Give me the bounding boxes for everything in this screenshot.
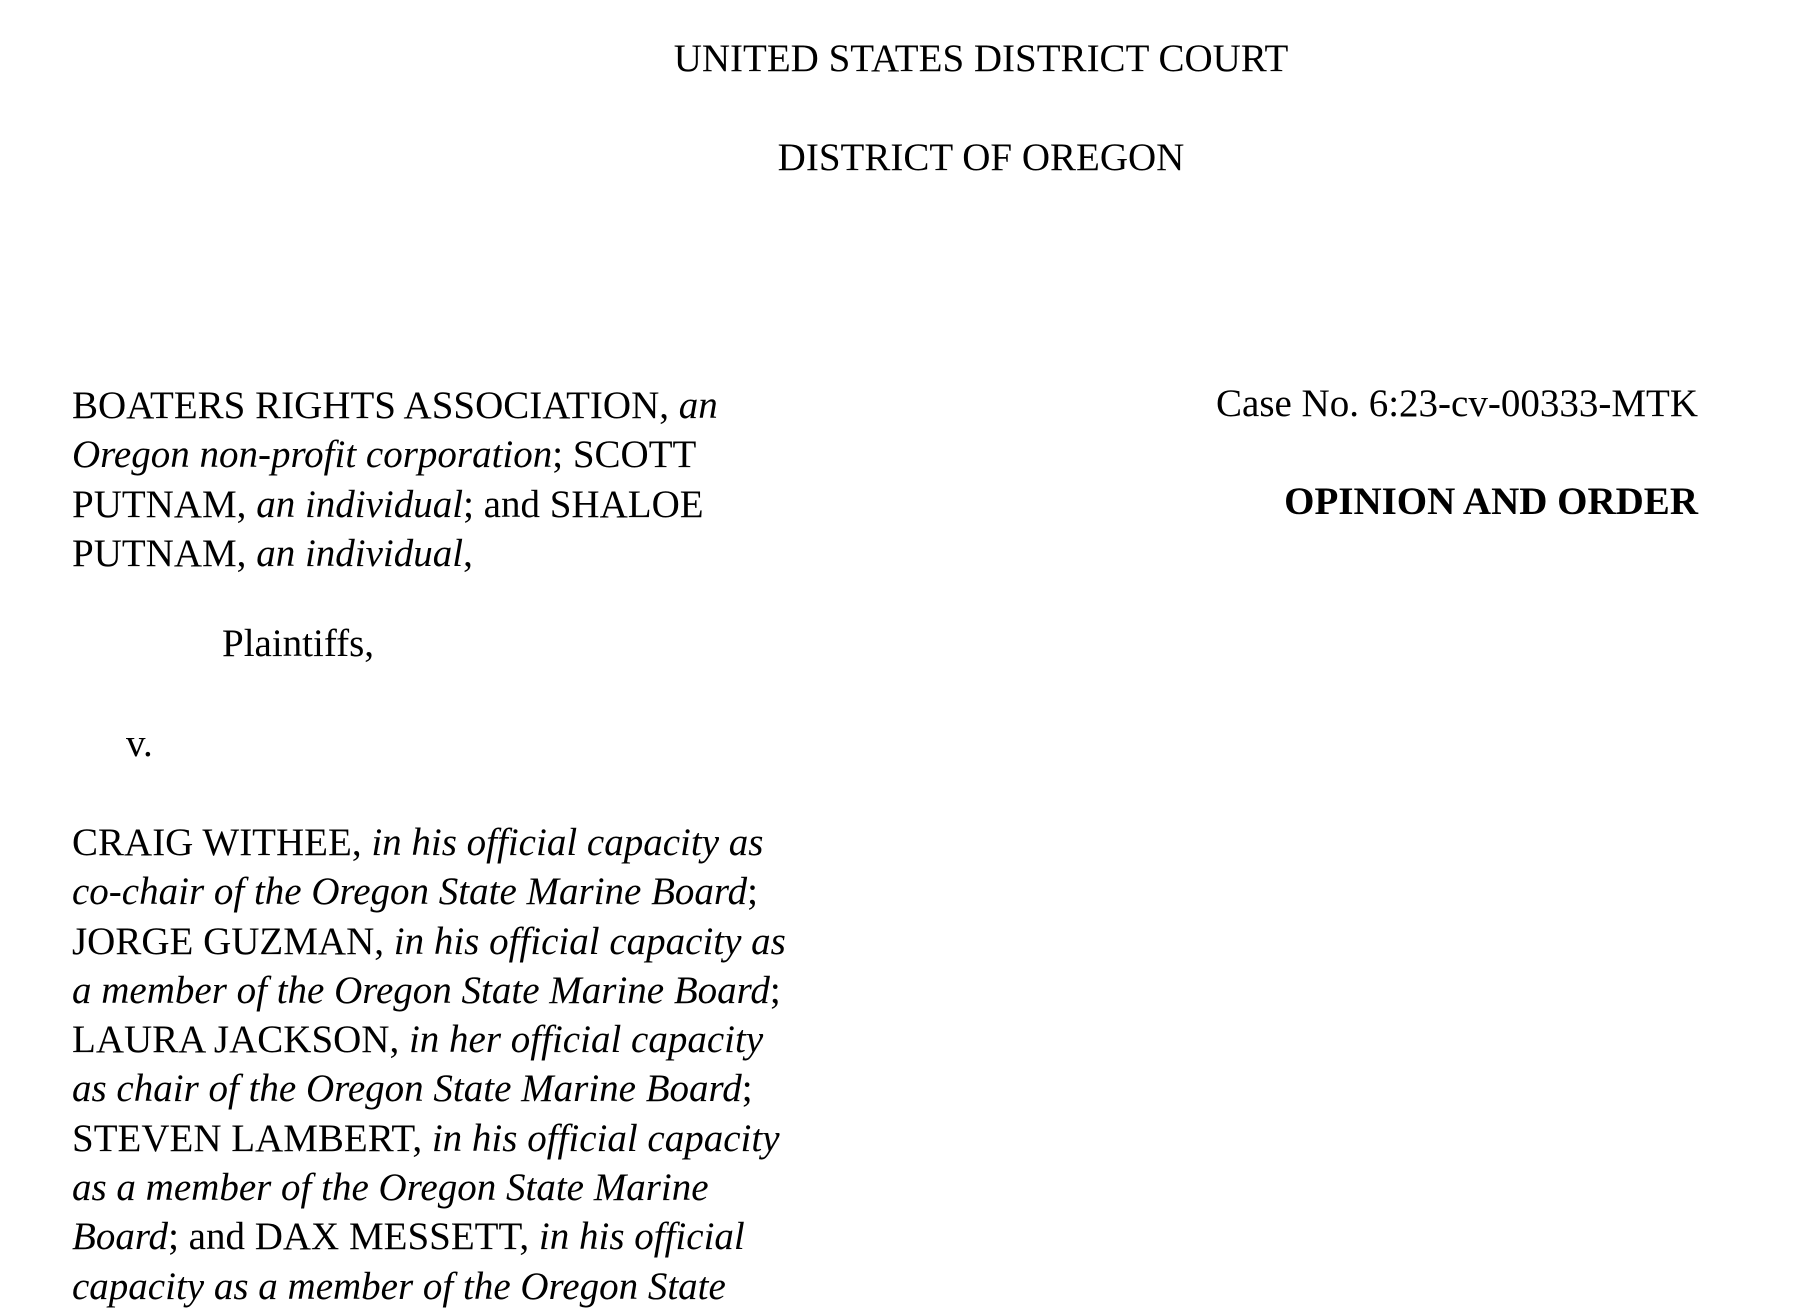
caption-line bbox=[72, 480, 892, 529]
caption-italic-text: capacity as a member of the Oregon State bbox=[72, 1264, 726, 1308]
caption-text: ; SCOTT bbox=[552, 433, 697, 477]
court-name: UNITED STATES DISTRICT COURT bbox=[673, 37, 1289, 80]
caption-text: ; and DAX MESSETT, bbox=[168, 1215, 539, 1259]
caption-text: PUTNAM, bbox=[72, 482, 257, 526]
caption-italic-text: as chair of the Oregon State Marine Board bbox=[72, 1067, 742, 1111]
caption-line bbox=[72, 529, 892, 578]
caption-text: ; bbox=[741, 1067, 753, 1111]
caption-text: ; bbox=[769, 968, 781, 1012]
caption-line bbox=[72, 381, 892, 430]
caption-italic-text: in his official capacity as bbox=[371, 821, 764, 864]
caption-line bbox=[72, 867, 892, 916]
caption-text: ; bbox=[747, 870, 758, 914]
caption-text: CRAIG WITHEE, bbox=[72, 821, 372, 864]
caption-italic-text: in his official capacity bbox=[431, 1116, 780, 1160]
caption-line bbox=[72, 818, 892, 867]
caption-line bbox=[72, 1114, 892, 1163]
defendants-caption bbox=[72, 818, 892, 1311]
caption-line bbox=[72, 1015, 892, 1064]
caption-line bbox=[72, 430, 892, 479]
caption-line bbox=[72, 917, 892, 966]
caption-italic-text: in her official capacity bbox=[408, 1018, 764, 1062]
caption-text: PUTNAM, bbox=[72, 531, 257, 575]
caption-italic-text: an individual bbox=[256, 482, 464, 526]
caption-line bbox=[72, 966, 892, 1015]
case-number: Case No. 6:23-cv-00333-MTK bbox=[1216, 382, 1698, 425]
caption-italic-text: in his official bbox=[538, 1215, 745, 1259]
district-name: DISTRICT OF OREGON bbox=[777, 136, 1185, 179]
caption-text: JORGE GUZMAN, bbox=[72, 919, 394, 963]
caption-line bbox=[72, 1262, 892, 1311]
caption-italic-text: co-chair of the Oregon State Marine Board bbox=[72, 870, 748, 914]
document-title: OPINION AND ORDER bbox=[1284, 480, 1698, 523]
caption-line bbox=[72, 1212, 892, 1261]
caption-italic-text: a member of the Oregon State Marine Board bbox=[72, 968, 770, 1012]
caption-text: ; and SHALOE bbox=[463, 482, 704, 526]
versus-label: v. bbox=[126, 722, 153, 765]
caption-text: LAURA JACKSON, bbox=[72, 1018, 409, 1062]
caption-text: , bbox=[463, 531, 473, 575]
caption-line bbox=[72, 1163, 892, 1212]
caption-italic-text: an individual bbox=[256, 531, 464, 575]
caption-italic-text: Oregon non-profit corporation bbox=[72, 433, 553, 477]
caption-line bbox=[72, 1064, 892, 1113]
caption-text: BOATERS RIGHTS ASSOCIATION, bbox=[72, 384, 679, 427]
plaintiffs-label: Plaintiffs, bbox=[222, 622, 375, 665]
caption-italic-text: Board bbox=[72, 1215, 169, 1259]
plaintiffs-caption bbox=[72, 381, 892, 578]
caption-italic-text: as a member of the Oregon State Marine bbox=[72, 1166, 709, 1210]
caption-italic-text: in his official capacity as bbox=[393, 919, 786, 963]
caption-text: STEVEN LAMBERT, bbox=[72, 1116, 432, 1160]
caption-italic-text: an bbox=[678, 384, 718, 427]
